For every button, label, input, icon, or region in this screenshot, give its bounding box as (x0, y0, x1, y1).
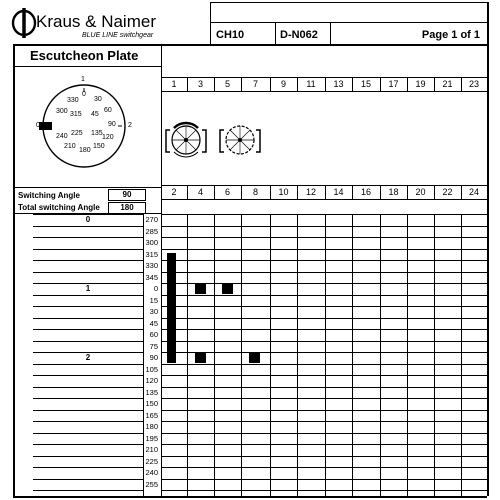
row-line-left (33, 375, 143, 376)
bottom-terminal-row-bottom (161, 199, 487, 200)
header-drawing: D-N062 (280, 29, 318, 41)
row-angle: 150 (145, 399, 158, 408)
bottom-terminal-label: 12 (305, 187, 316, 197)
row-line-left (33, 456, 143, 457)
contact-chamber-2 (216, 116, 266, 166)
dial-mark-2: 2 (128, 122, 132, 129)
header-page: Page 1 of 1 (421, 29, 480, 41)
header-sep-2 (330, 22, 331, 44)
row-line (161, 364, 487, 365)
top-terminal-label: 11 (306, 79, 316, 89)
top-terminal-label: 23 (468, 79, 479, 89)
row-position: 0 (85, 215, 91, 224)
contact-chamber-1 (162, 116, 212, 166)
dial-angle-225: 225 (71, 130, 83, 137)
row-line-left (33, 226, 143, 227)
row-line (161, 260, 487, 261)
top-terminal-label: 19 (415, 79, 426, 89)
top-terminal-row-top (161, 77, 487, 78)
row-line-left (33, 364, 143, 365)
contact-column-sep (434, 214, 435, 496)
row-line (161, 341, 487, 342)
top-terminal-row-bottom (161, 91, 487, 92)
header-top (210, 2, 487, 3)
contact-chamber-2-icon (216, 116, 266, 166)
contact-chamber-1-icon (162, 116, 212, 166)
dial-angle-0: 0 (82, 91, 86, 98)
dial-angle-45: 45 (91, 111, 99, 118)
escutcheon-title: Escutcheon Plate (30, 48, 139, 63)
row-line (161, 329, 487, 330)
bottom-terminal-label: 24 (468, 187, 479, 197)
dial-angle-150: 150 (93, 143, 105, 150)
row-line (161, 490, 487, 491)
row-angle: 180 (145, 422, 158, 431)
frame-left (13, 44, 15, 496)
brand-name: Kraus & Naimer (36, 12, 156, 31)
frame-right (487, 2, 489, 496)
bottom-terminal-label: 18 (388, 187, 399, 197)
row-line (161, 375, 487, 376)
frame-top (13, 44, 487, 46)
row-line-left (33, 260, 143, 261)
top-terminal-label: 9 (280, 79, 286, 89)
row-position: 1 (85, 284, 91, 293)
row-angle: 45 (149, 319, 158, 328)
row-line (161, 295, 487, 296)
row-line-left (33, 398, 143, 399)
dial-angle-210: 210 (64, 143, 76, 150)
dial-mark-1: 1 (81, 76, 85, 83)
row-line (161, 421, 487, 422)
row-angle: 300 (145, 238, 158, 247)
row-line-left (33, 387, 143, 388)
row-angle: 75 (149, 342, 158, 351)
switching-angle-label: Switching Angle (18, 191, 80, 200)
row-line-left (33, 467, 143, 468)
dial-angle-300: 300 (56, 108, 68, 115)
row-angle: 255 (145, 480, 158, 489)
row-angle: 195 (145, 434, 158, 443)
row-line (161, 444, 487, 445)
row-line-left (33, 410, 143, 411)
dial-angle-270: 270 (52, 121, 63, 128)
row-angle: 240 (145, 468, 158, 477)
contact-column-sep (325, 214, 326, 496)
row-line-left (33, 272, 143, 273)
header-mid (210, 22, 487, 23)
contact-column-sep (461, 214, 462, 496)
bottom-terminal-label: 8 (252, 187, 258, 197)
top-terminal-label: 3 (197, 79, 203, 89)
row-angle: 90 (149, 353, 158, 362)
total-switching-angle-label: Total switching Angle (18, 203, 100, 212)
row-line-left (33, 490, 143, 491)
top-terminal-label: 1 (171, 79, 177, 89)
top-terminal-label: 17 (388, 79, 399, 89)
contact-bar (167, 253, 176, 363)
dial-angle-90: 90 (108, 121, 116, 128)
escutcheon-dial (14, 70, 160, 188)
bottom-terminal-label: 22 (442, 187, 453, 197)
contact-column-sep (407, 214, 408, 496)
row-angle: 165 (145, 411, 158, 420)
bottom-terminal-label: 20 (415, 187, 426, 197)
row-line-left (33, 318, 143, 319)
contact-point (195, 353, 206, 363)
row-angle: 330 (145, 261, 158, 270)
bottom-terminal-label: 10 (278, 187, 289, 197)
row-line (161, 318, 487, 319)
row-line (161, 433, 487, 434)
contact-column-sep (241, 214, 242, 496)
row-line-left (33, 421, 143, 422)
row-line-left (33, 249, 143, 250)
row-line (161, 283, 487, 284)
contact-column-sep (214, 214, 215, 496)
row-position: 2 (85, 353, 91, 362)
bottom-terminal-row-top (161, 185, 487, 186)
row-angle: 135 (145, 388, 158, 397)
row-line (161, 398, 487, 399)
top-terminal-label: 15 (360, 79, 371, 89)
row-line (161, 214, 487, 215)
row-line (161, 226, 487, 227)
row-angle: 0 (153, 284, 158, 293)
dial-angle-60: 60 (104, 107, 112, 114)
dial-angle-315: 315 (70, 111, 82, 118)
contact-point (195, 284, 206, 294)
contact-column-sep (352, 214, 353, 496)
row-line (161, 467, 487, 468)
header-code: CH10 (216, 29, 245, 41)
row-line (161, 237, 487, 238)
contact-point (222, 284, 233, 294)
top-terminal-label: 5 (224, 79, 230, 89)
contact-column-sep (187, 214, 188, 496)
row-angle: 270 (145, 215, 158, 224)
header-left (210, 2, 211, 44)
switching-block-top (13, 187, 161, 188)
row-line-left (33, 341, 143, 342)
row-angle: 60 (149, 330, 158, 339)
contact-column-sep (297, 214, 298, 496)
dial-angle-135: 135 (91, 130, 103, 137)
row-line (161, 352, 487, 353)
dial-graphic (14, 70, 160, 188)
row-line-left (33, 237, 143, 238)
row-angle: 315 (145, 250, 158, 259)
dial-angle-180: 180 (79, 147, 91, 154)
row-angle: 105 (145, 365, 158, 374)
row-angle: 345 (145, 273, 158, 282)
row-line-left (33, 329, 143, 330)
row-line (161, 410, 487, 411)
bottom-terminal-label: 14 (333, 187, 344, 197)
escutcheon-title-line (13, 66, 161, 67)
table-left-border (161, 44, 162, 496)
top-terminal-label: 21 (442, 79, 453, 89)
row-angle: 30 (149, 307, 158, 316)
row-line (161, 272, 487, 273)
brand-tagline: BLUE LINE switchgear (82, 32, 154, 39)
bottom-terminal-label: 2 (171, 187, 177, 197)
header-sep-1 (275, 22, 276, 44)
row-line (161, 387, 487, 388)
dial-angle-240: 240 (56, 133, 68, 140)
row-angle: 210 (145, 445, 158, 454)
row-angle: 120 (145, 376, 158, 385)
row-line (161, 249, 487, 250)
row-line (161, 479, 487, 480)
dial-angle-120: 120 (102, 134, 114, 141)
total-switching-angle-value: 180 (108, 202, 146, 214)
top-terminal-label: 13 (333, 79, 344, 89)
row-line-left (33, 433, 143, 434)
row-line-left (33, 306, 143, 307)
contact-point (249, 353, 260, 363)
row-line (161, 306, 487, 307)
dial-mark-0: 0 (36, 122, 40, 129)
contact-column-sep (270, 214, 271, 496)
frame-bottom (13, 496, 487, 498)
bottom-terminal-label: 4 (197, 187, 203, 197)
dial-angle-30: 30 (94, 96, 102, 103)
row-line (161, 456, 487, 457)
top-terminal-label: 7 (252, 79, 258, 89)
switching-angle-value: 90 (108, 189, 146, 201)
row-line-left (33, 444, 143, 445)
row-angle: 225 (145, 457, 158, 466)
dial-angle-330: 330 (67, 97, 79, 104)
row-line-left (33, 295, 143, 296)
row-angle: 15 (149, 296, 158, 305)
row-line-left (33, 479, 143, 480)
bottom-terminal-label: 16 (360, 187, 371, 197)
bottom-terminal-label: 6 (224, 187, 230, 197)
contact-column-sep (380, 214, 381, 496)
row-angle: 285 (145, 227, 158, 236)
